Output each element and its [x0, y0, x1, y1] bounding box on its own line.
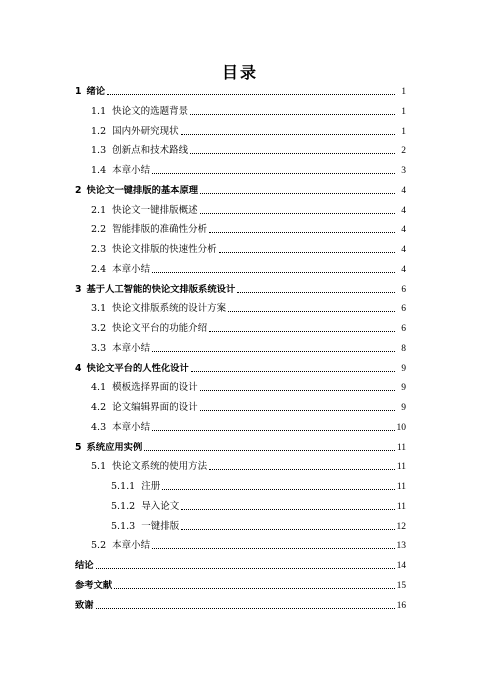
- toc-entry-title: 本章小结: [112, 165, 151, 176]
- toc-entry[interactable]: [91, 244, 406, 256]
- toc-entry-page: 12: [396, 521, 406, 532]
- toc-entry-number: 5.1.3: [111, 520, 136, 532]
- toc-entry[interactable]: [75, 600, 406, 612]
- toc-entry[interactable]: [91, 461, 406, 473]
- toc-entry[interactable]: [91, 145, 406, 157]
- toc-entry[interactable]: [91, 540, 406, 552]
- dot-leader: [144, 450, 395, 451]
- toc-entry-title: 快论文一键排版概述: [112, 204, 198, 216]
- toc-entry-page: 11: [396, 482, 406, 492]
- toc-entry[interactable]: [91, 205, 406, 217]
- toc-entry-title: 快论文排版系统的设计方案: [112, 303, 227, 315]
- toc-entry-title: 参考文献: [75, 579, 113, 591]
- toc-entry-page: 16: [396, 600, 406, 611]
- dot-leader: [209, 331, 395, 332]
- toc-entry[interactable]: [75, 185, 406, 197]
- toc-entry-number: 2.3: [91, 244, 107, 255]
- toc-entry-title: 本章小结: [112, 263, 151, 275]
- toc-entry-title: 绪论: [86, 86, 106, 97]
- dot-leader: [200, 213, 395, 214]
- toc-entry-number: 5.2: [91, 540, 107, 552]
- dot-leader: [181, 509, 395, 510]
- toc-entry-page: 10: [396, 422, 406, 433]
- dot-leader: [181, 529, 394, 530]
- toc-entry-number: 4: [75, 362, 82, 374]
- toc-entry-page: 4: [401, 264, 406, 275]
- dot-leader: [162, 489, 395, 490]
- toc-entry-title: 本章小结: [112, 421, 151, 433]
- toc-entry-title: 快论文平台的人性化设计: [86, 362, 189, 374]
- toc-entry-page: 8: [401, 343, 406, 354]
- dot-leader: [219, 252, 395, 253]
- dot-leader: [152, 173, 395, 174]
- toc-entry[interactable]: [91, 402, 406, 414]
- toc-entry-page: 9: [401, 403, 406, 413]
- toc-entry-page: 6: [401, 304, 406, 315]
- toc-entry-number: 3.3: [91, 342, 107, 354]
- toc-entry[interactable]: [91, 303, 406, 315]
- dot-leader: [209, 232, 395, 233]
- toc-entry-number: 5.1.2: [111, 500, 136, 512]
- toc-entry-page: 15: [396, 580, 406, 591]
- dot-leader: [209, 469, 395, 470]
- toc-entry-number: 2.1: [91, 204, 107, 216]
- toc-entry-number: 1: [75, 86, 82, 97]
- toc-entry-number: 3: [75, 283, 82, 295]
- toc-entry-title: 快论文一键排版的基本原理: [86, 184, 199, 196]
- toc-entry[interactable]: [111, 521, 406, 533]
- page-title: 目录: [221, 63, 258, 82]
- toc-entry-page: 9: [401, 363, 406, 374]
- toc-entry-title: 快论文系统的使用方法: [112, 461, 208, 473]
- toc-entry-title: 快论文的选题背景: [112, 105, 189, 117]
- toc-entry-title: 本章小结: [112, 342, 151, 354]
- toc-entry-number: 4.2: [91, 402, 107, 413]
- toc-entry-page: 4: [401, 185, 406, 196]
- toc-entry-title: 快论文平台的功能介绍: [112, 323, 208, 334]
- toc-entry-title: 系统应用实例: [86, 441, 143, 453]
- toc-entry-title: 论文编辑界面的设计: [112, 402, 198, 413]
- toc-entry-number: 2: [75, 184, 82, 196]
- toc-entry-title: 模板选择界面的设计: [112, 382, 198, 394]
- toc-entry-title: 导入论文: [141, 500, 180, 512]
- toc-entry-number: 3.2: [91, 323, 107, 334]
- dot-leader: [152, 548, 394, 549]
- toc-entry-number: 4.3: [91, 421, 107, 433]
- dot-leader: [190, 153, 395, 154]
- dot-leader: [96, 568, 395, 569]
- toc-entry-page: 4: [401, 225, 406, 236]
- toc-entry-page: 4: [401, 245, 406, 255]
- toc-entry-page: 4: [401, 205, 406, 216]
- toc-entry-title: 注册: [141, 481, 161, 492]
- toc-entry[interactable]: [91, 343, 406, 355]
- toc-entry-number: 1.2: [91, 125, 107, 137]
- dot-leader: [200, 193, 395, 194]
- toc-entry-page: 2: [401, 146, 406, 157]
- toc-entry[interactable]: [91, 165, 406, 177]
- toc-entry-page: 1: [401, 106, 406, 117]
- dot-leader: [190, 114, 395, 115]
- toc-entry-title: 本章小结: [112, 540, 151, 552]
- toc-entry-number: 2.2: [91, 224, 107, 236]
- toc-entry-page: 11: [396, 501, 406, 512]
- toc-entry-title: 智能排版的准确性分析: [112, 224, 208, 236]
- toc-entry[interactable]: [91, 106, 406, 118]
- toc-entry-number: 5: [75, 441, 82, 453]
- toc-entry[interactable]: [111, 501, 406, 513]
- dot-leader: [107, 94, 395, 95]
- toc-entry[interactable]: [111, 481, 406, 493]
- toc-entry[interactable]: [75, 363, 406, 375]
- toc-entry-title: 一键排版: [141, 520, 180, 532]
- dot-leader: [181, 134, 395, 135]
- dot-leader: [228, 311, 395, 312]
- toc-entry-number: 5.1.1: [111, 481, 136, 492]
- toc-entry[interactable]: [75, 580, 406, 592]
- toc-entry-page: 6: [401, 284, 406, 295]
- toc-entry-number: 4.1: [91, 382, 107, 394]
- dot-leader: [96, 608, 395, 609]
- toc-entry-number: 5.1: [91, 461, 107, 473]
- toc-entry-page: 11: [396, 462, 406, 473]
- dot-leader: [152, 272, 395, 273]
- toc-entry-title: 创新点和技术路线: [112, 145, 189, 157]
- toc-entry[interactable]: [91, 382, 406, 394]
- toc-entry-title: 结论: [75, 560, 94, 571]
- toc-entry[interactable]: [75, 86, 406, 98]
- toc-entry-page: 14: [396, 561, 406, 571]
- dot-leader: [152, 430, 394, 431]
- toc-entry[interactable]: [75, 442, 406, 454]
- toc-entry-number: 2.4: [91, 263, 107, 275]
- toc-entry[interactable]: [91, 323, 406, 335]
- toc-entry-page: 3: [401, 166, 406, 176]
- dot-leader: [237, 292, 395, 293]
- dot-leader: [191, 371, 395, 372]
- dot-leader: [152, 351, 395, 352]
- dot-leader: [114, 588, 395, 589]
- toc-entry-title: 致谢: [75, 599, 94, 611]
- toc-entry-title: 国内外研究现状: [112, 125, 179, 137]
- toc-entry-page: 6: [401, 324, 406, 334]
- toc-entry-page: 9: [401, 383, 406, 394]
- toc-entry-number: 1.1: [91, 105, 107, 117]
- toc-entry[interactable]: [91, 422, 406, 434]
- toc-entry[interactable]: [91, 126, 406, 138]
- toc-entry-title: 基于人工智能的快论文排版系统设计: [86, 283, 236, 295]
- toc-entry-number: 3.1: [91, 303, 107, 315]
- toc-entry-number: 1.4: [91, 165, 107, 176]
- toc-entry[interactable]: [75, 284, 406, 296]
- dot-leader: [200, 410, 395, 411]
- toc-entry[interactable]: [91, 264, 406, 276]
- toc-entry-page: 1: [401, 87, 406, 97]
- toc-entry-title: 快论文排版的快速性分析: [112, 244, 217, 255]
- toc-entry-page: 13: [396, 541, 406, 552]
- dot-leader: [200, 390, 395, 391]
- toc-entry-page: 1: [401, 126, 406, 137]
- toc-entry[interactable]: [75, 560, 406, 572]
- toc-entry[interactable]: [91, 224, 406, 236]
- toc-entry-number: 1.3: [91, 145, 107, 157]
- toc-entry-page: 11: [397, 442, 406, 453]
